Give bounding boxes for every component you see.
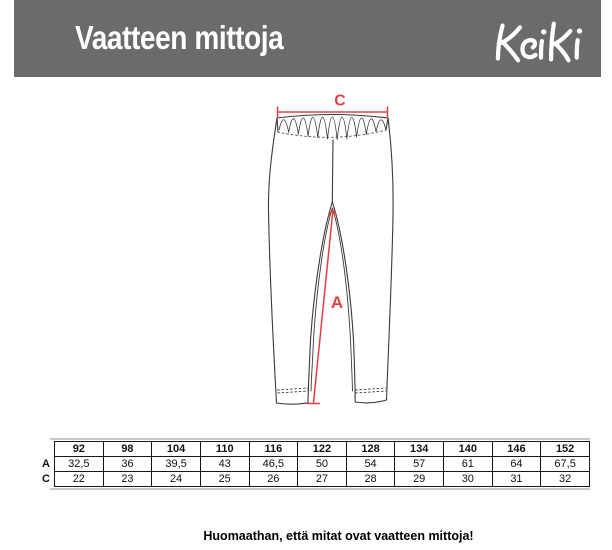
measurement-value-cell: 27: [298, 472, 347, 487]
measurement-value-cell: 32: [541, 472, 590, 487]
size-header-cell: 146: [492, 442, 541, 457]
measurement-value-cell: 46,5: [249, 457, 298, 472]
measurement-value-cell: 50: [298, 457, 347, 472]
size-header-cell: 152: [541, 442, 590, 457]
measurement-c: [278, 93, 388, 118]
hem-stitching: [277, 388, 386, 393]
size-table-wrap: [36, 441, 590, 487]
measurement-value-cell: 43: [200, 457, 249, 472]
measurement-value-cell: 23: [103, 472, 152, 487]
measurement-value-cell: 28: [346, 472, 395, 487]
measurement-a-label: A: [330, 293, 344, 312]
size-header-cell: 116: [249, 442, 298, 457]
size-table-header-row: [36, 442, 590, 457]
measurement-value-cell: 31: [492, 472, 541, 487]
row-label-cell: C: [42, 473, 50, 485]
measurement-value-cell: 29: [395, 472, 444, 487]
measurement-row-a: [36, 457, 590, 472]
measurement-value-cell: 39,5: [152, 457, 201, 472]
measurement-value-cell: 67,5: [541, 457, 590, 472]
table-top-rule: [50, 438, 590, 440]
measurement-value-cell: 57: [395, 457, 444, 472]
measurement-value-cell: 24: [152, 472, 201, 487]
measurement-value-cell: 36: [103, 457, 152, 472]
measurement-value-cell: 54: [346, 457, 395, 472]
size-header-cell: 92: [55, 442, 104, 457]
measurement-value-cell: 61: [444, 457, 493, 472]
waistband-elastic: [278, 117, 387, 140]
measurement-value-cell: 26: [249, 472, 298, 487]
header-bar: [14, 0, 601, 77]
measurement-value-cell: 64: [492, 457, 541, 472]
keiki-logo-icon: [486, 20, 596, 64]
footnote: Huomaathan, että mitat ovat vaatteen mittoja!: [203, 529, 474, 543]
measurement-c-label: C: [334, 92, 346, 110]
measurement-value-cell: 22: [55, 472, 104, 487]
size-header-cell: 122: [298, 442, 347, 457]
size-header-cell: 140: [444, 442, 493, 457]
size-header-cell: 110: [200, 442, 249, 457]
page-title: Vaatteen mittoja: [75, 18, 284, 56]
measurement-value-cell: 32,5: [55, 457, 104, 472]
row-label-cell: A: [42, 458, 50, 470]
pants-outline: [268, 115, 393, 405]
measurement-a: [307, 210, 343, 404]
size-header-cell: 128: [346, 442, 395, 457]
size-header-cell: 104: [152, 442, 201, 457]
table-bottom-rule: [50, 488, 590, 490]
measurement-row-c: [36, 472, 590, 487]
measurement-value-cell: 30: [444, 472, 493, 487]
corner-cell: [36, 442, 55, 457]
measurement-value-cell: 25: [200, 472, 249, 487]
size-header-cell: 134: [395, 442, 444, 457]
size-header-cell: 98: [103, 442, 152, 457]
size-table: [36, 441, 590, 487]
